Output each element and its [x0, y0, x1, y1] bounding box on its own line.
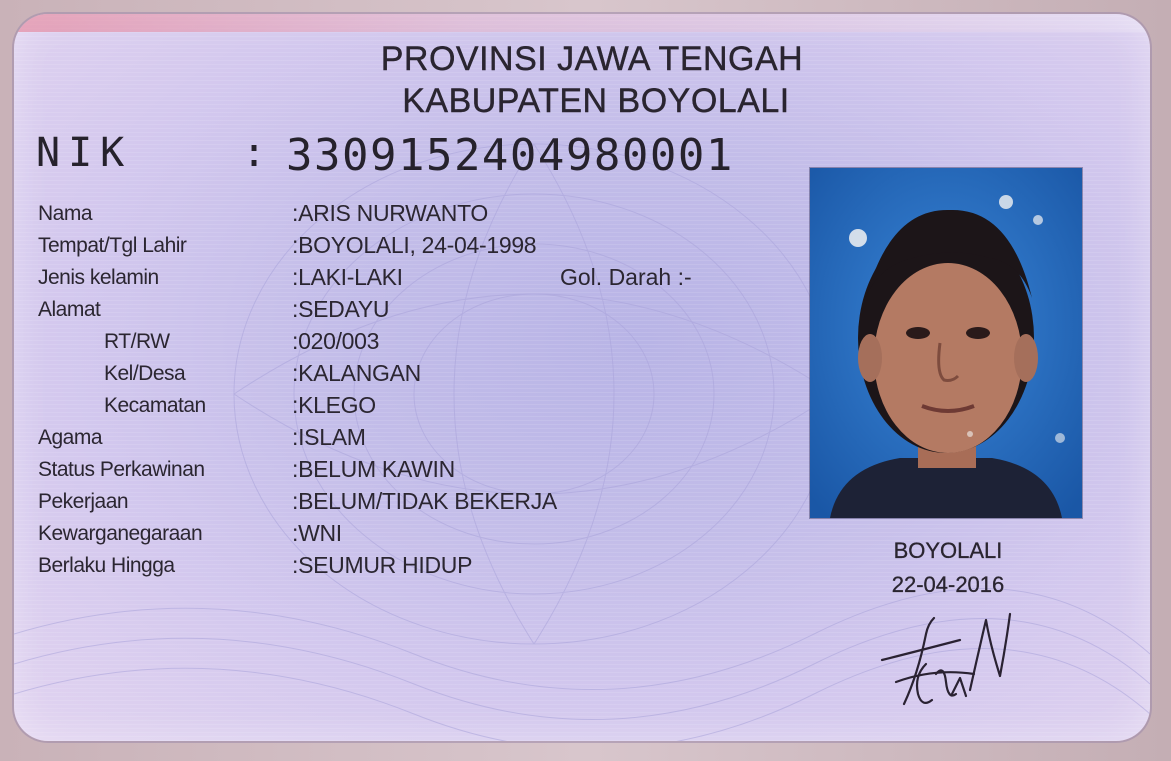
field-value: :ISLAM [292, 424, 366, 450]
field-label: Pekerjaan [38, 490, 129, 513]
field-label: Alamat [38, 298, 101, 321]
issue-date: 22-04-2016 [891, 572, 1005, 597]
field-value: :ARIS NURWANTO [292, 200, 489, 226]
field-value: :SEUMUR HIDUP [292, 552, 473, 578]
field-agama [38, 426, 798, 456]
field-value: :BELUM/TIDAK BEKERJA [292, 488, 557, 514]
field-tempat-tgl-lahir [38, 234, 798, 264]
field-alamat [38, 298, 798, 328]
field-label: Kel/Desa [104, 362, 186, 385]
field-label: Agama [38, 426, 103, 449]
nik-number: 3309152404980001 [286, 130, 734, 181]
nik-separator: : [242, 130, 267, 176]
province-title: PROVINSI JAWA TENGAH [380, 40, 804, 78]
field-berlaku-hingga [38, 554, 798, 584]
blood-type-value: :- [677, 264, 692, 290]
field-value: :020/003 [292, 328, 380, 354]
issue-place: BOYOLALI [893, 538, 1003, 563]
field-pekerjaan [38, 490, 798, 520]
field-value: :KALANGAN [292, 360, 421, 386]
card-header [14, 38, 1150, 122]
field-label: Berlaku Hingga [38, 554, 175, 577]
field-value: :SEDAYU [292, 296, 390, 322]
field-label: Kecamatan [104, 394, 206, 417]
field-label: Tempat/Tgl Lahir [38, 234, 187, 257]
field-label: Jenis kelamin [38, 266, 159, 289]
field-status-perkawinan [38, 458, 798, 488]
field-value: :KLEGO [292, 392, 376, 418]
field-nama [38, 202, 798, 232]
portrait-icon [810, 168, 1082, 518]
blood-type-label: Gol. Darah [560, 264, 672, 290]
field-value: :WNI [292, 520, 342, 546]
signature-icon [874, 604, 1014, 724]
field-label: Status Perkawinan [38, 458, 205, 481]
field-rt-rw [38, 330, 798, 360]
field-kewarganegaraan [38, 522, 798, 552]
field-label: Nama [38, 202, 93, 225]
field-kel-desa [38, 362, 798, 392]
field-value: :BOYOLALI, 24-04-1998 [292, 232, 537, 258]
field-label: RT/RW [104, 330, 170, 353]
field-label: Kewarganegaraan [38, 522, 203, 545]
id-photo [810, 168, 1082, 518]
field-kecamatan [38, 394, 798, 424]
issue-info [814, 534, 1082, 602]
field-jenis-kelamin [38, 266, 798, 296]
field-value: :BELUM KAWIN [292, 456, 455, 482]
regency-title: KABUPATEN BOYOLALI [402, 82, 790, 120]
nik-label: NIK [36, 130, 133, 176]
field-value: :LAKI-LAKI [292, 264, 403, 290]
id-card [14, 14, 1150, 741]
blood-type [560, 264, 692, 291]
